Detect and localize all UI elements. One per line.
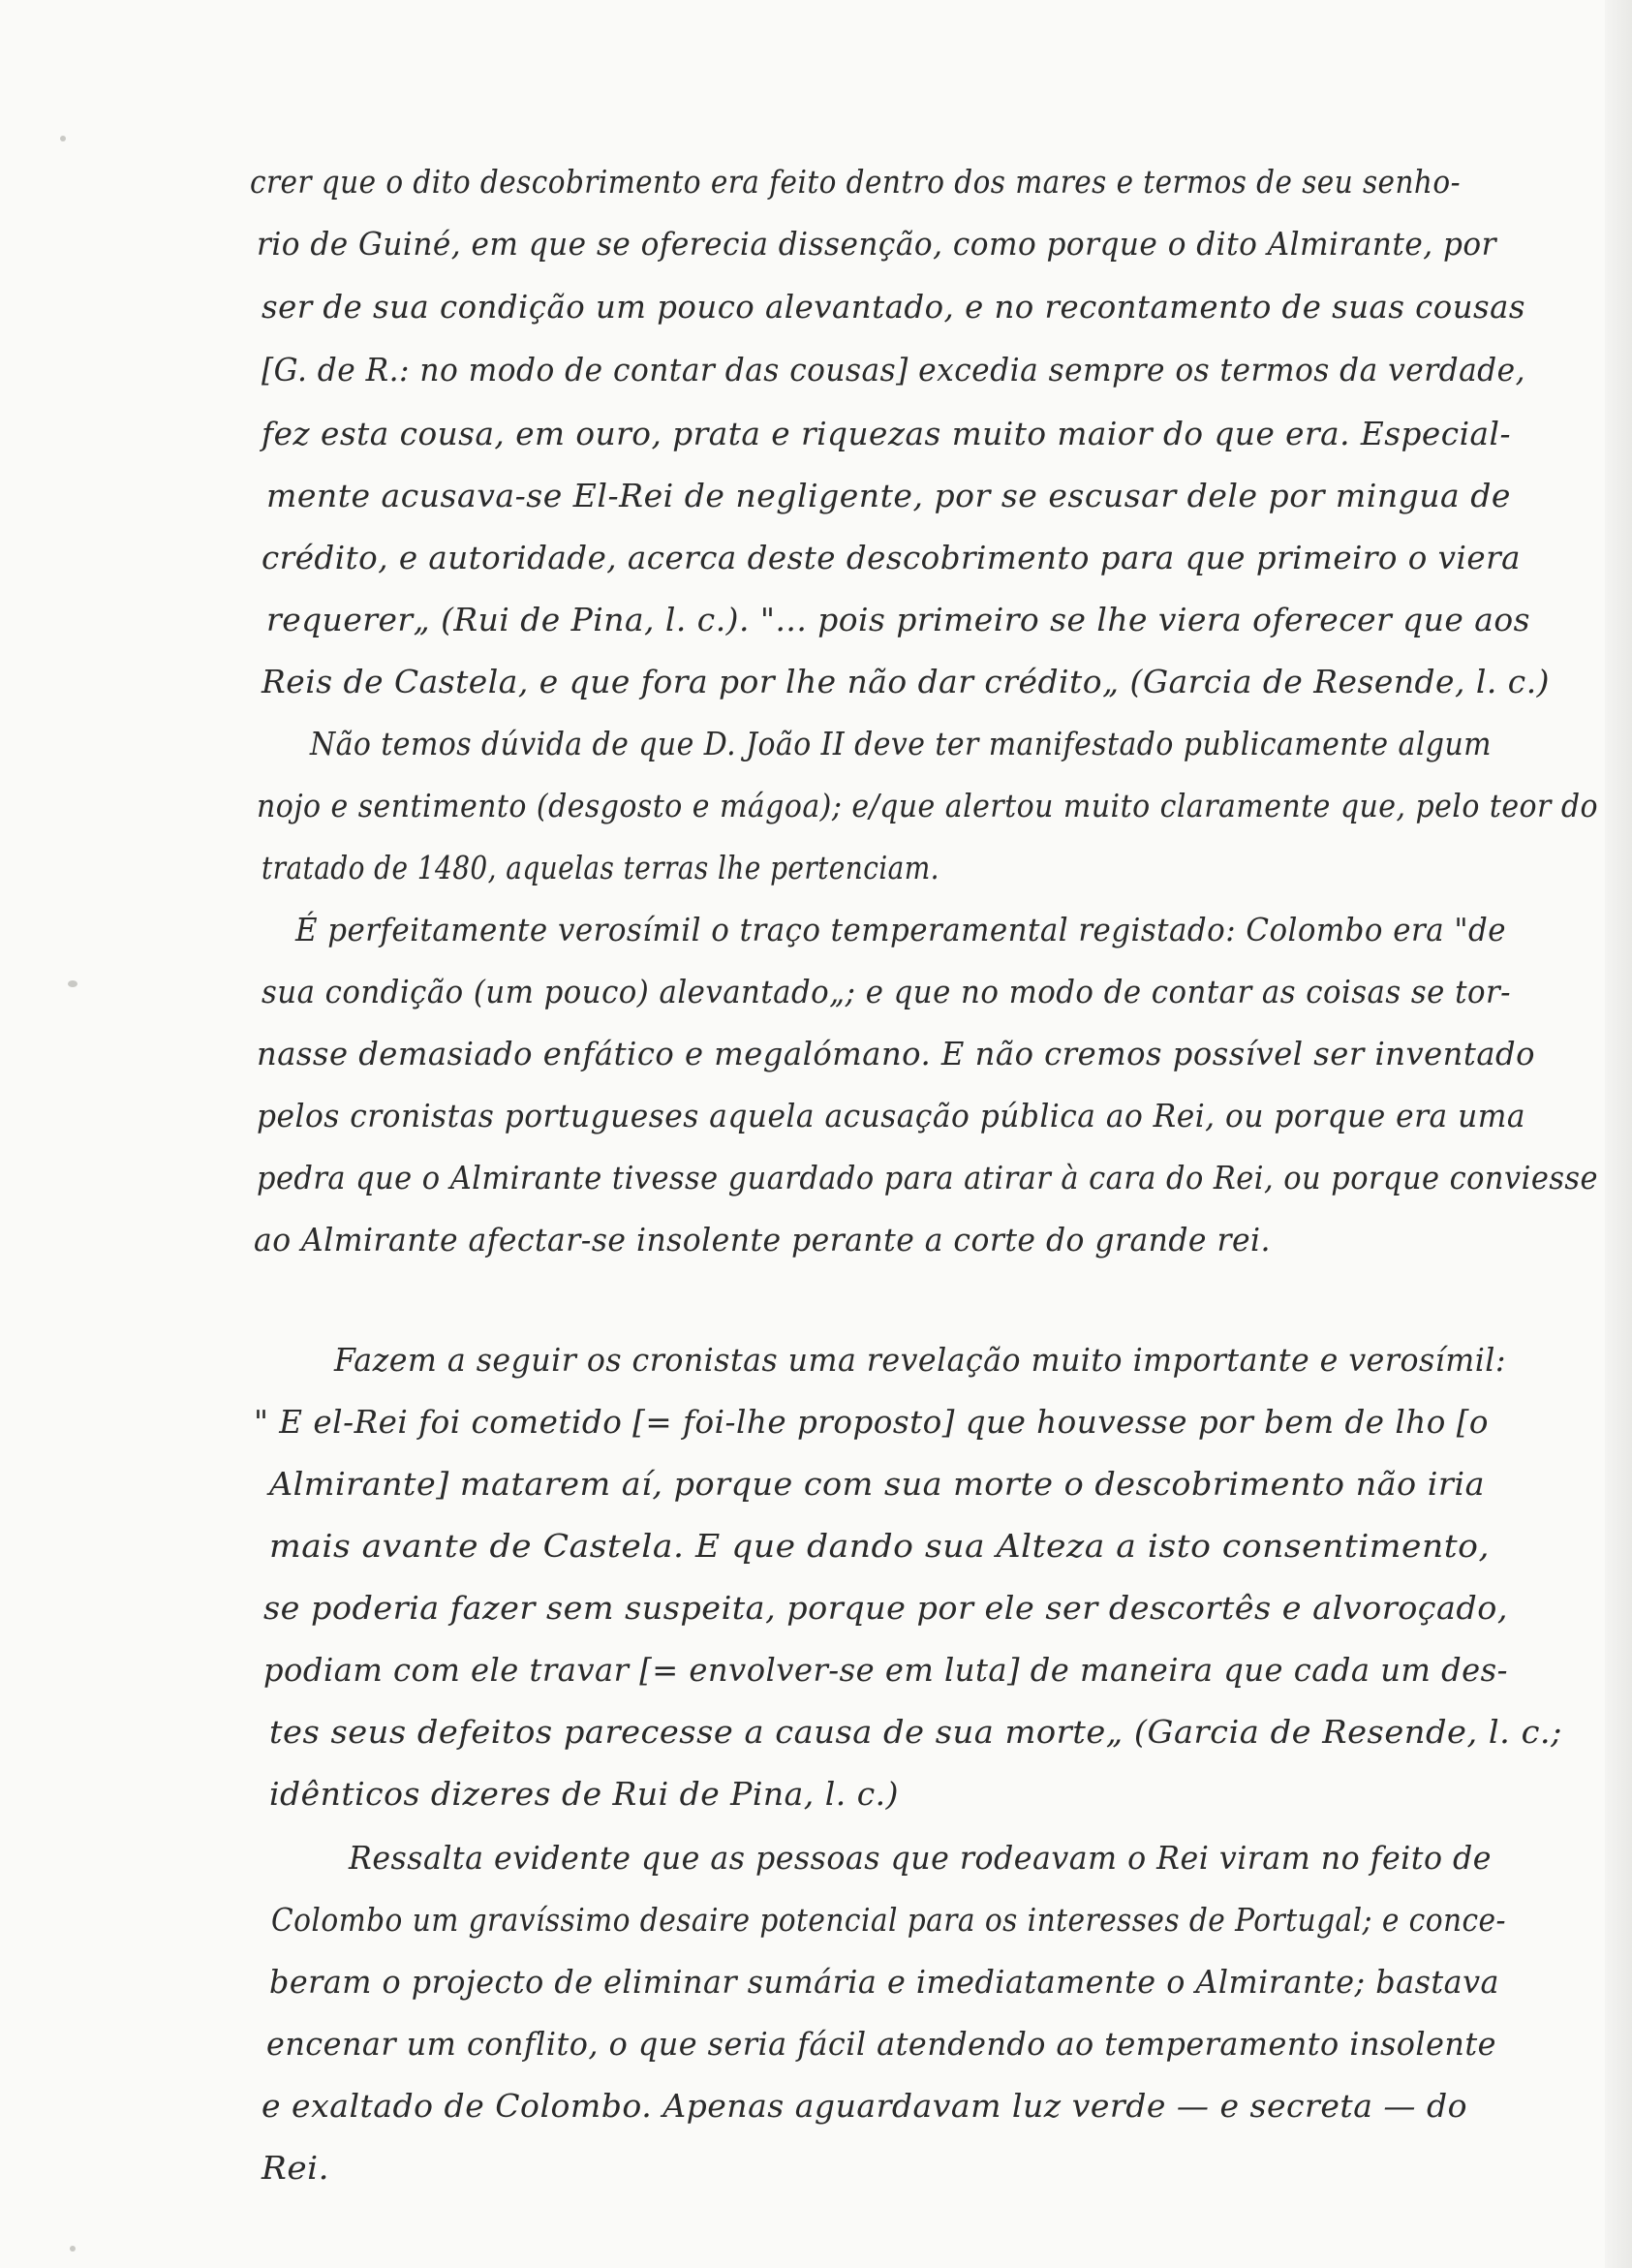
text-line: rio de Guiné, em que se oferecia dissenção, como porque o dito Almirante, por: [257, 225, 1496, 263]
text-line: mais avante de Castela. E que dando sua Alteza a isto consentimento,: [269, 1527, 1490, 1565]
text-line: pedra que o Almirante tivesse guardado para atirar à cara do Rei, ou porque conviesse: [257, 1159, 1598, 1196]
text-line: Não temos dúvida de que D. João II deve ter manifestado publicamente algum: [310, 725, 1492, 762]
text-line: fez esta cousa, em ouro, prata e riquezas muito maior do que era. Especial-: [262, 415, 1511, 452]
paper-speck: [68, 980, 77, 987]
text-line: É perfeitamente verosímil o traço temperamental registado: Colombo era "de: [295, 911, 1506, 948]
text-line: ser de sua condição um pouco alevantado, e no recontamento de suas cousas: [262, 288, 1525, 326]
text-line: encenar um conflito, o que seria fácil atendendo ao temperamento insolente: [266, 2025, 1496, 2063]
text-line: se poderia fazer sem suspeita, porque por ele ser descortês e alvoroçado,: [263, 1589, 1509, 1627]
text-line: Rei.: [262, 2149, 329, 2187]
text-line: sua condição (um pouco) alevantado„; e que no modo de contar as coisas se tor-: [262, 973, 1511, 1010]
text-line: pelos cronistas portugueses aquela acusação pública ao Rei, ou porque era uma: [257, 1097, 1525, 1134]
text-line: ao Almirante afectar-se insolente perante a corte do grande rei.: [254, 1221, 1271, 1258]
text-line: tratado de 1480, aquelas terras lhe pertenciam.: [262, 849, 939, 886]
text-line: Reis de Castela, e que fora por lhe não dar crédito„ (Garcia de Resende, l. c.): [262, 663, 1550, 700]
text-line: Ressalta evidente que as pessoas que rodeavam o Rei viram no feito de: [349, 1839, 1492, 1877]
paper-speck: [60, 136, 66, 141]
text-line: requerer„ (Rui de Pina, l. c.). "... pois primeiro se lhe viera oferecer que aos: [266, 601, 1530, 638]
text-line: nojo e sentimento (desgosto e mágoa); e/que alertou muito claramente que, pelo teor do: [257, 787, 1598, 824]
text-line: Almirante] matarem aí, porque com sua morte o descobrimento não iria: [269, 1465, 1485, 1503]
text-line: Fazem a seguir os cronistas uma revelação muito importante e verosímil:: [334, 1341, 1506, 1379]
text-line: tes seus defeitos parecesse a causa de sua morte„ (Garcia de Resende, l. c.;: [269, 1713, 1562, 1751]
page-edge-shadow: [1605, 0, 1632, 2268]
text-line: e exaltado de Colombo. Apenas aguardavam luz verde — e secreta — do: [262, 2087, 1467, 2125]
text-line: [G. de R.: no modo de contar das cousas] excedia sempre os termos da verdade,: [262, 351, 1525, 388]
text-line: " E el-Rei foi cometido [= foi-lhe proposto] que houvesse por bem de lho [o: [254, 1403, 1489, 1441]
text-line: beram o projecto de eliminar sumária e imediatamente o Almirante; bastava: [269, 1963, 1499, 2001]
paper-speck: [70, 2246, 76, 2252]
text-line: crer que o dito descobrimento era feito dentro dos mares e termos de seu senho-: [250, 163, 1461, 201]
text-line: podiam com ele travar [= envolver-se em luta] de maneira que cada um des-: [263, 1651, 1508, 1689]
text-line: crédito, e autoridade, acerca deste descobrimento para que primeiro o viera: [262, 539, 1521, 576]
text-line: nasse demasiado enfático e megalómano. E não cremos possível ser inventado: [257, 1035, 1535, 1072]
text-line: Colombo um gravíssimo desaire potencial para os interesses de Portugal; e conce-: [271, 1901, 1506, 1939]
text-line: mente acusava-se El-Rei de negligente, por se escusar dele por mingua de: [266, 477, 1511, 514]
text-line: idênticos dizeres de Rui de Pina, l. c.): [269, 1775, 899, 1813]
